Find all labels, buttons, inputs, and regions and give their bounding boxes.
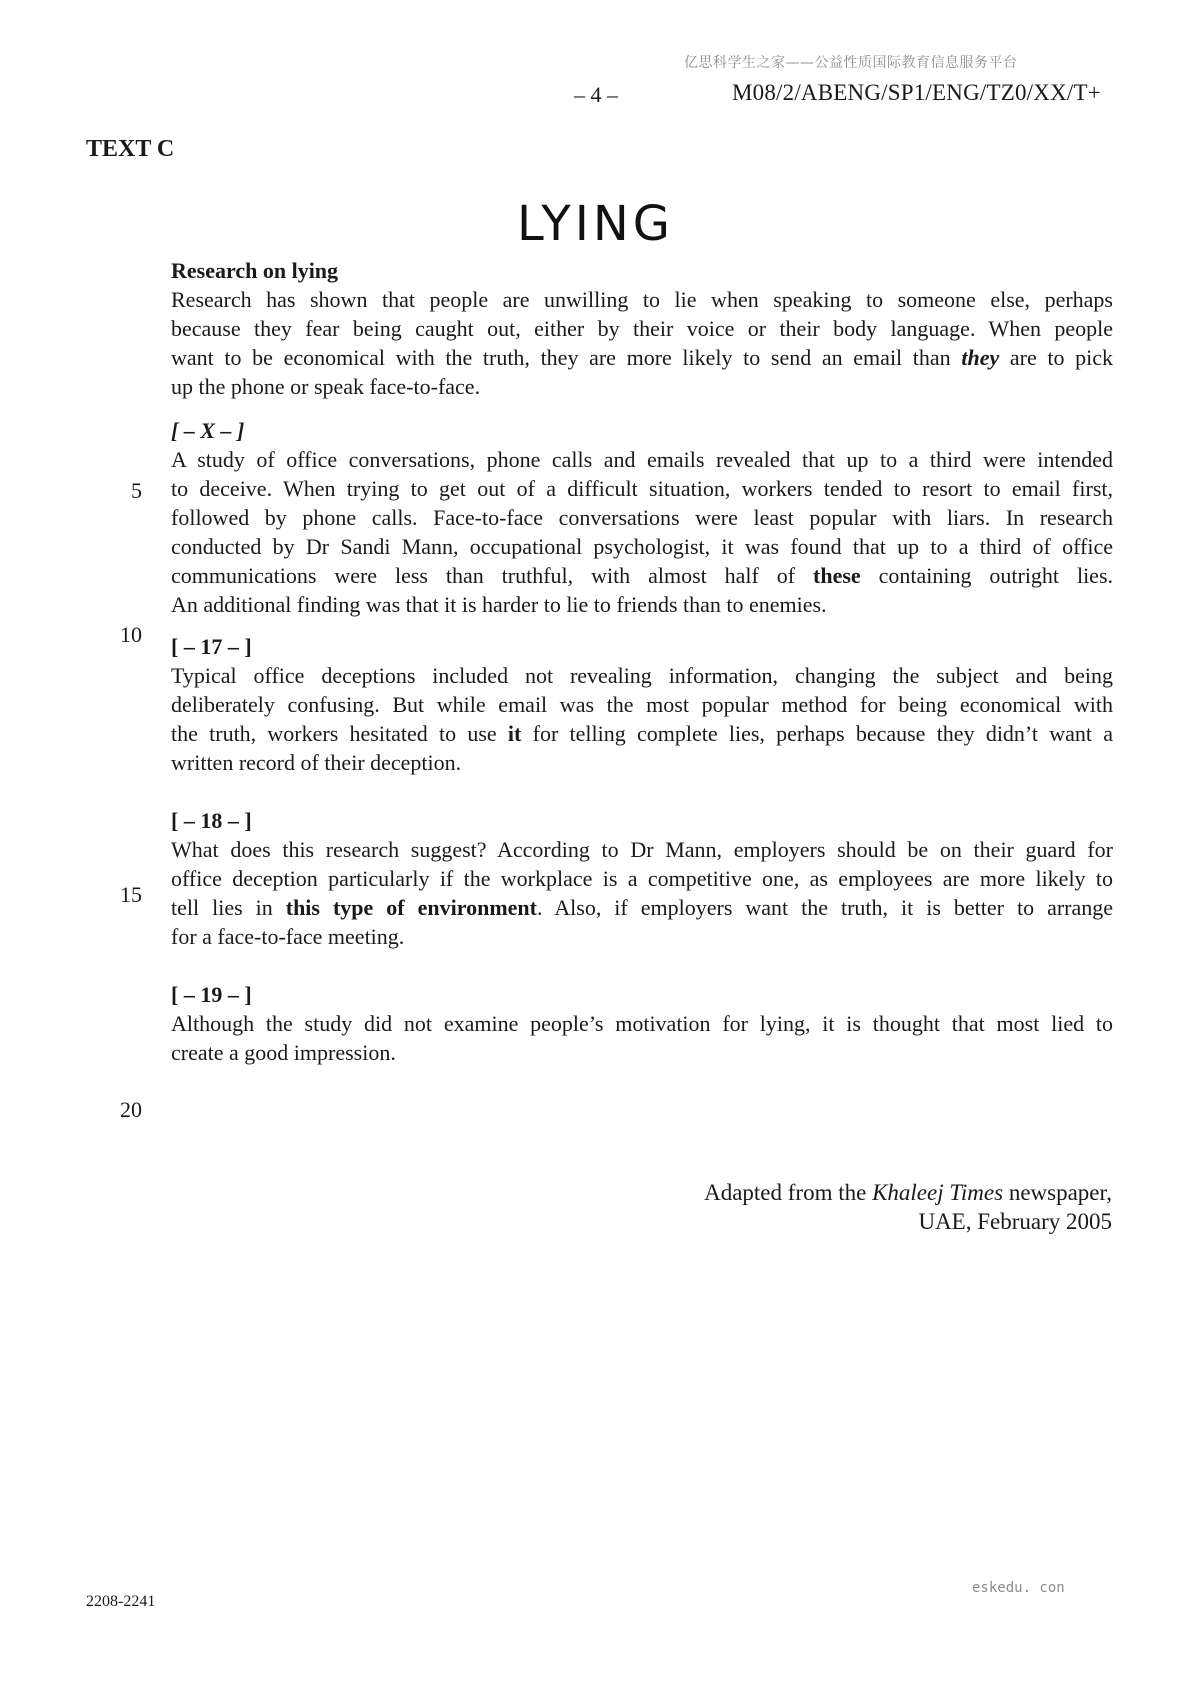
emphasis-environment: this type of environment: [285, 894, 537, 920]
section-heading: [ – X – ]: [171, 418, 245, 443]
text-span: tell lies in: [171, 894, 273, 920]
text-line: office deception particularly if the workplace is a competitive one, as employees are more likely to: [171, 865, 1113, 891]
header-watermark: 亿思科学生之家——公益性质国际教育信息服务平台: [684, 55, 1018, 71]
source-suffix: newspaper,: [1008, 1180, 1112, 1205]
text-line: to deceive. When trying to get out of a difficult situation, workers tended to resort to email first,: [171, 475, 1113, 501]
text-line: for a face-to-face meeting.: [171, 923, 405, 949]
text-line: [171, 562, 1113, 591]
paragraph: [171, 1010, 1113, 1068]
text-span: communications were less than truthful, with almost half of: [171, 562, 796, 588]
line-number: 10: [120, 622, 142, 647]
source-publication: Khaleej Times: [872, 1180, 1004, 1205]
section-heading: [ – 17 – ]: [171, 634, 252, 659]
text-line: conducted by Dr Sandi Mann, occupational psychologist, it was found that up to a third of office: [171, 533, 1113, 559]
section-17: [171, 632, 1113, 778]
section-research-on-lying: [171, 256, 1113, 402]
text-line: because they fear being caught out, either by their voice or their body language. When people: [171, 315, 1113, 341]
text-span: want to be economical with the truth, they are more likely to send an email than: [171, 344, 951, 370]
text-line: What does this research suggest? According to Dr Mann, employers should be on their guard for: [171, 837, 1113, 862]
paragraph: [171, 662, 1113, 778]
text-span: . Also, if employers want the truth, it is better to arrange: [536, 894, 1114, 920]
emphasis-it: it: [507, 720, 522, 746]
section-18: [171, 806, 1113, 952]
text-span: the truth, workers hesitated to use: [171, 720, 497, 746]
text-line: An additional finding was that it is harder to lie to friends than to enemies.: [171, 591, 827, 617]
text-line: [171, 344, 1113, 373]
section-x: [171, 416, 1113, 619]
line-number: 5: [131, 478, 142, 503]
page-title: LYING: [517, 196, 674, 252]
text-span: for telling complete lies, perhaps because they didn’t want a: [532, 720, 1113, 746]
section-heading: Research on lying: [171, 258, 339, 283]
paragraph: [171, 836, 1113, 952]
text-line: [171, 894, 1113, 923]
section-heading: [ – 19 – ]: [171, 982, 252, 1007]
source-prefix: Adapted from the: [704, 1180, 867, 1205]
text-line: up the phone or speak face-to-face.: [171, 373, 481, 399]
paragraph: [171, 286, 1113, 402]
text-line: followed by phone calls. Face-to-face conversations were least popular with liars. In research: [171, 504, 1113, 530]
text-line: written record of their deception.: [171, 749, 462, 775]
document-code: M08/2/ABENG/SP1/ENG/TZ0/XX/T+: [732, 80, 1101, 105]
text-line: Research has shown that people are unwilling to lie when speaking to someone else, perhaps: [171, 287, 1113, 312]
source-attribution: [600, 1178, 1112, 1236]
line-number: 15: [120, 882, 142, 907]
text-line: deliberately confusing. But while email was the most popular method for being economical with: [171, 691, 1113, 717]
text-line: [171, 720, 1113, 749]
source-line-2: UAE, February 2005: [918, 1209, 1112, 1234]
text-line: A study of office conversations, phone calls and emails revealed that up to a third were intended: [171, 447, 1113, 472]
text-span: containing outright lies.: [878, 562, 1114, 588]
text-label: TEXT C: [86, 136, 175, 162]
source-line-1: [600, 1178, 1112, 1207]
emphasis-they: they: [961, 344, 1000, 370]
footer-watermark: eskedu. con: [972, 1580, 1065, 1596]
paragraph: [171, 446, 1113, 619]
footer-code: 2208-2241: [86, 1593, 156, 1610]
emphasis-these: these: [813, 562, 861, 588]
section-heading: [ – 18 – ]: [171, 808, 252, 833]
text-line: Typical office deceptions included not revealing information, changing the subject and being: [171, 663, 1113, 688]
section-19: [171, 980, 1113, 1068]
text-span: are to pick: [1009, 344, 1114, 370]
text-line: create a good impression.: [171, 1039, 396, 1065]
text-line: Although the study did not examine people’s motivation for lying, it is thought that most lied to: [171, 1011, 1113, 1036]
page-number: – 4 –: [574, 82, 618, 107]
line-number: 20: [120, 1097, 142, 1122]
